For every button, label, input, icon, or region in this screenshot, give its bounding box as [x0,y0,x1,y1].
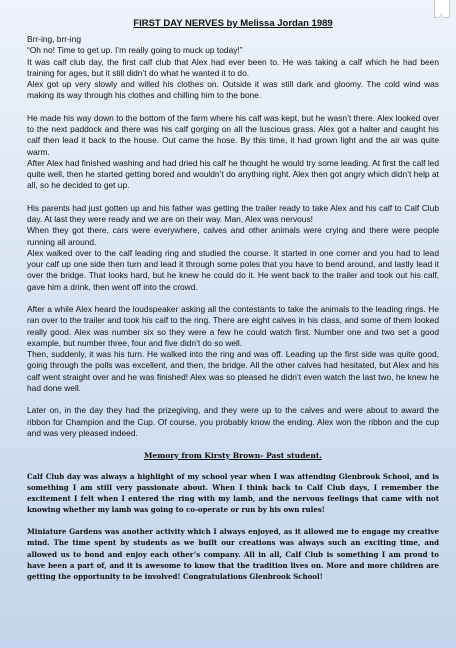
story-paragraph: After a while Alex heard the loudspeaker asking all the contestants to take the animals to the leading rings. He ran over to the trailer and took his calf to the ring. There are eight calves in his class, and some of them looked really good. Alex was number six so they were a few he could watch first. Number one and two set a good example, but number three, four and five didn’t do so well. [27,304,439,348]
story-paragraph: Alex walked over to the calf leading ring and studied the course. It started in one corner and you had to lead your calf up one side then turn and lead it through some poles that you have to bend around, and lastly lead it over the bridge. That looks hard, but he knew he could do it. He went back to the trailer and took out his calf, gave him a drink, then went off into the crowd. [27,247,439,292]
memory-paragraph: Calf Club day was always a highlight of my school year when I was attending Glenbrook School, and is something I am still very passionate about. When I think back to Calf Club days, I remember the excitement I felt when I entered the ring with my lamb, and the nervous feelings that came with not knowing whether my lamb was going to co-operate or run by his own rules! [27,472,439,515]
bookmark-icon[interactable] [434,0,450,18]
memory-paragraph: Miniature Gardens was another activity which I always enjoyed, as it allowed me to engage my creative mind. The time spent by students as we built our creations was always such an exciting time, and allowed us to bond and enjoy each other’s company. All in all, Calf Club is something I am proud to have been a part of, and it is awesome to know that the tradition lives on. More and more children are getting the opportunity to be involved! Congratulations Glenbrook School! [27,527,439,581]
story-paragraph: “Oh no! Time to get up. I’m really going to muck up today!” [27,45,243,56]
page-content [27,18,439,582]
memory-title: Memory from Kirsty Brown- Past student. [143,451,323,460]
story-paragraph: His parents had just gotten up and his father was getting the trailer ready to take Alex and his calf to Calf Club day. At last they were ready and we are on their way. Man, Alex was nervous! [27,202,439,224]
story-paragraph: Alex got up very slowly and willed his clothes on. Outside it was still dark and gloomy. The cold wind was making its way through his clothes and chilling him to the bone. [27,79,439,101]
story-paragraph: After Alex had finished washing and had dried his calf he thought he would try some leading. At first the calf led quite well, then he started getting bored and wouldn’t do anything right. Alex then got angry which didn’t help at all, so he decided to get up. [27,157,439,191]
story-paragraph: It was calf club day, the first calf club that Alex had ever been to. He was taking a calf which he had been training for ages, but it still didn’t do what he wanted it to do. [27,56,439,78]
story-paragraph: When they got there, cars were everywhere, calves and other animals were crying and there were people running all around. [27,225,439,247]
memory-body [27,471,439,582]
story-title: FIRST DAY NERVES by Melissa Jordan 1989 [133,18,333,29]
story-paragraph: Later on, in the day they had the prizegiving, and they were up to the calves and were about to award the ribbon for Champion and the Cup. Of course, you probably know the ending. Alex won the ribbon and the cup and was very pleased indeed. [27,405,439,438]
story-paragraph: Brr-ing, brr-ing [27,34,81,44]
story-paragraph: He made his way down to the bottom of the farm where his calf was kept, but he wasn’t there. Alex looked over to the next paddock and there was his calf gorging on all the luscious grass. Alex got a halter and caught his calf then lead it back to the house. Out came the hose. By this time, it had grown light and the air was quite warm. [27,112,439,157]
story-paragraph: Then, suddenly, it was his turn. He walked into the ring and was off. Leading up the first side was quite good, going through the polls was excellent, and then, the bridge. All the other calves had hesitated, but Alex and his calf went straight over and he was finished! Alex was so pleased he didn’t even watch the last two, he knew he had done well. [27,349,439,393]
story-body [27,34,439,439]
